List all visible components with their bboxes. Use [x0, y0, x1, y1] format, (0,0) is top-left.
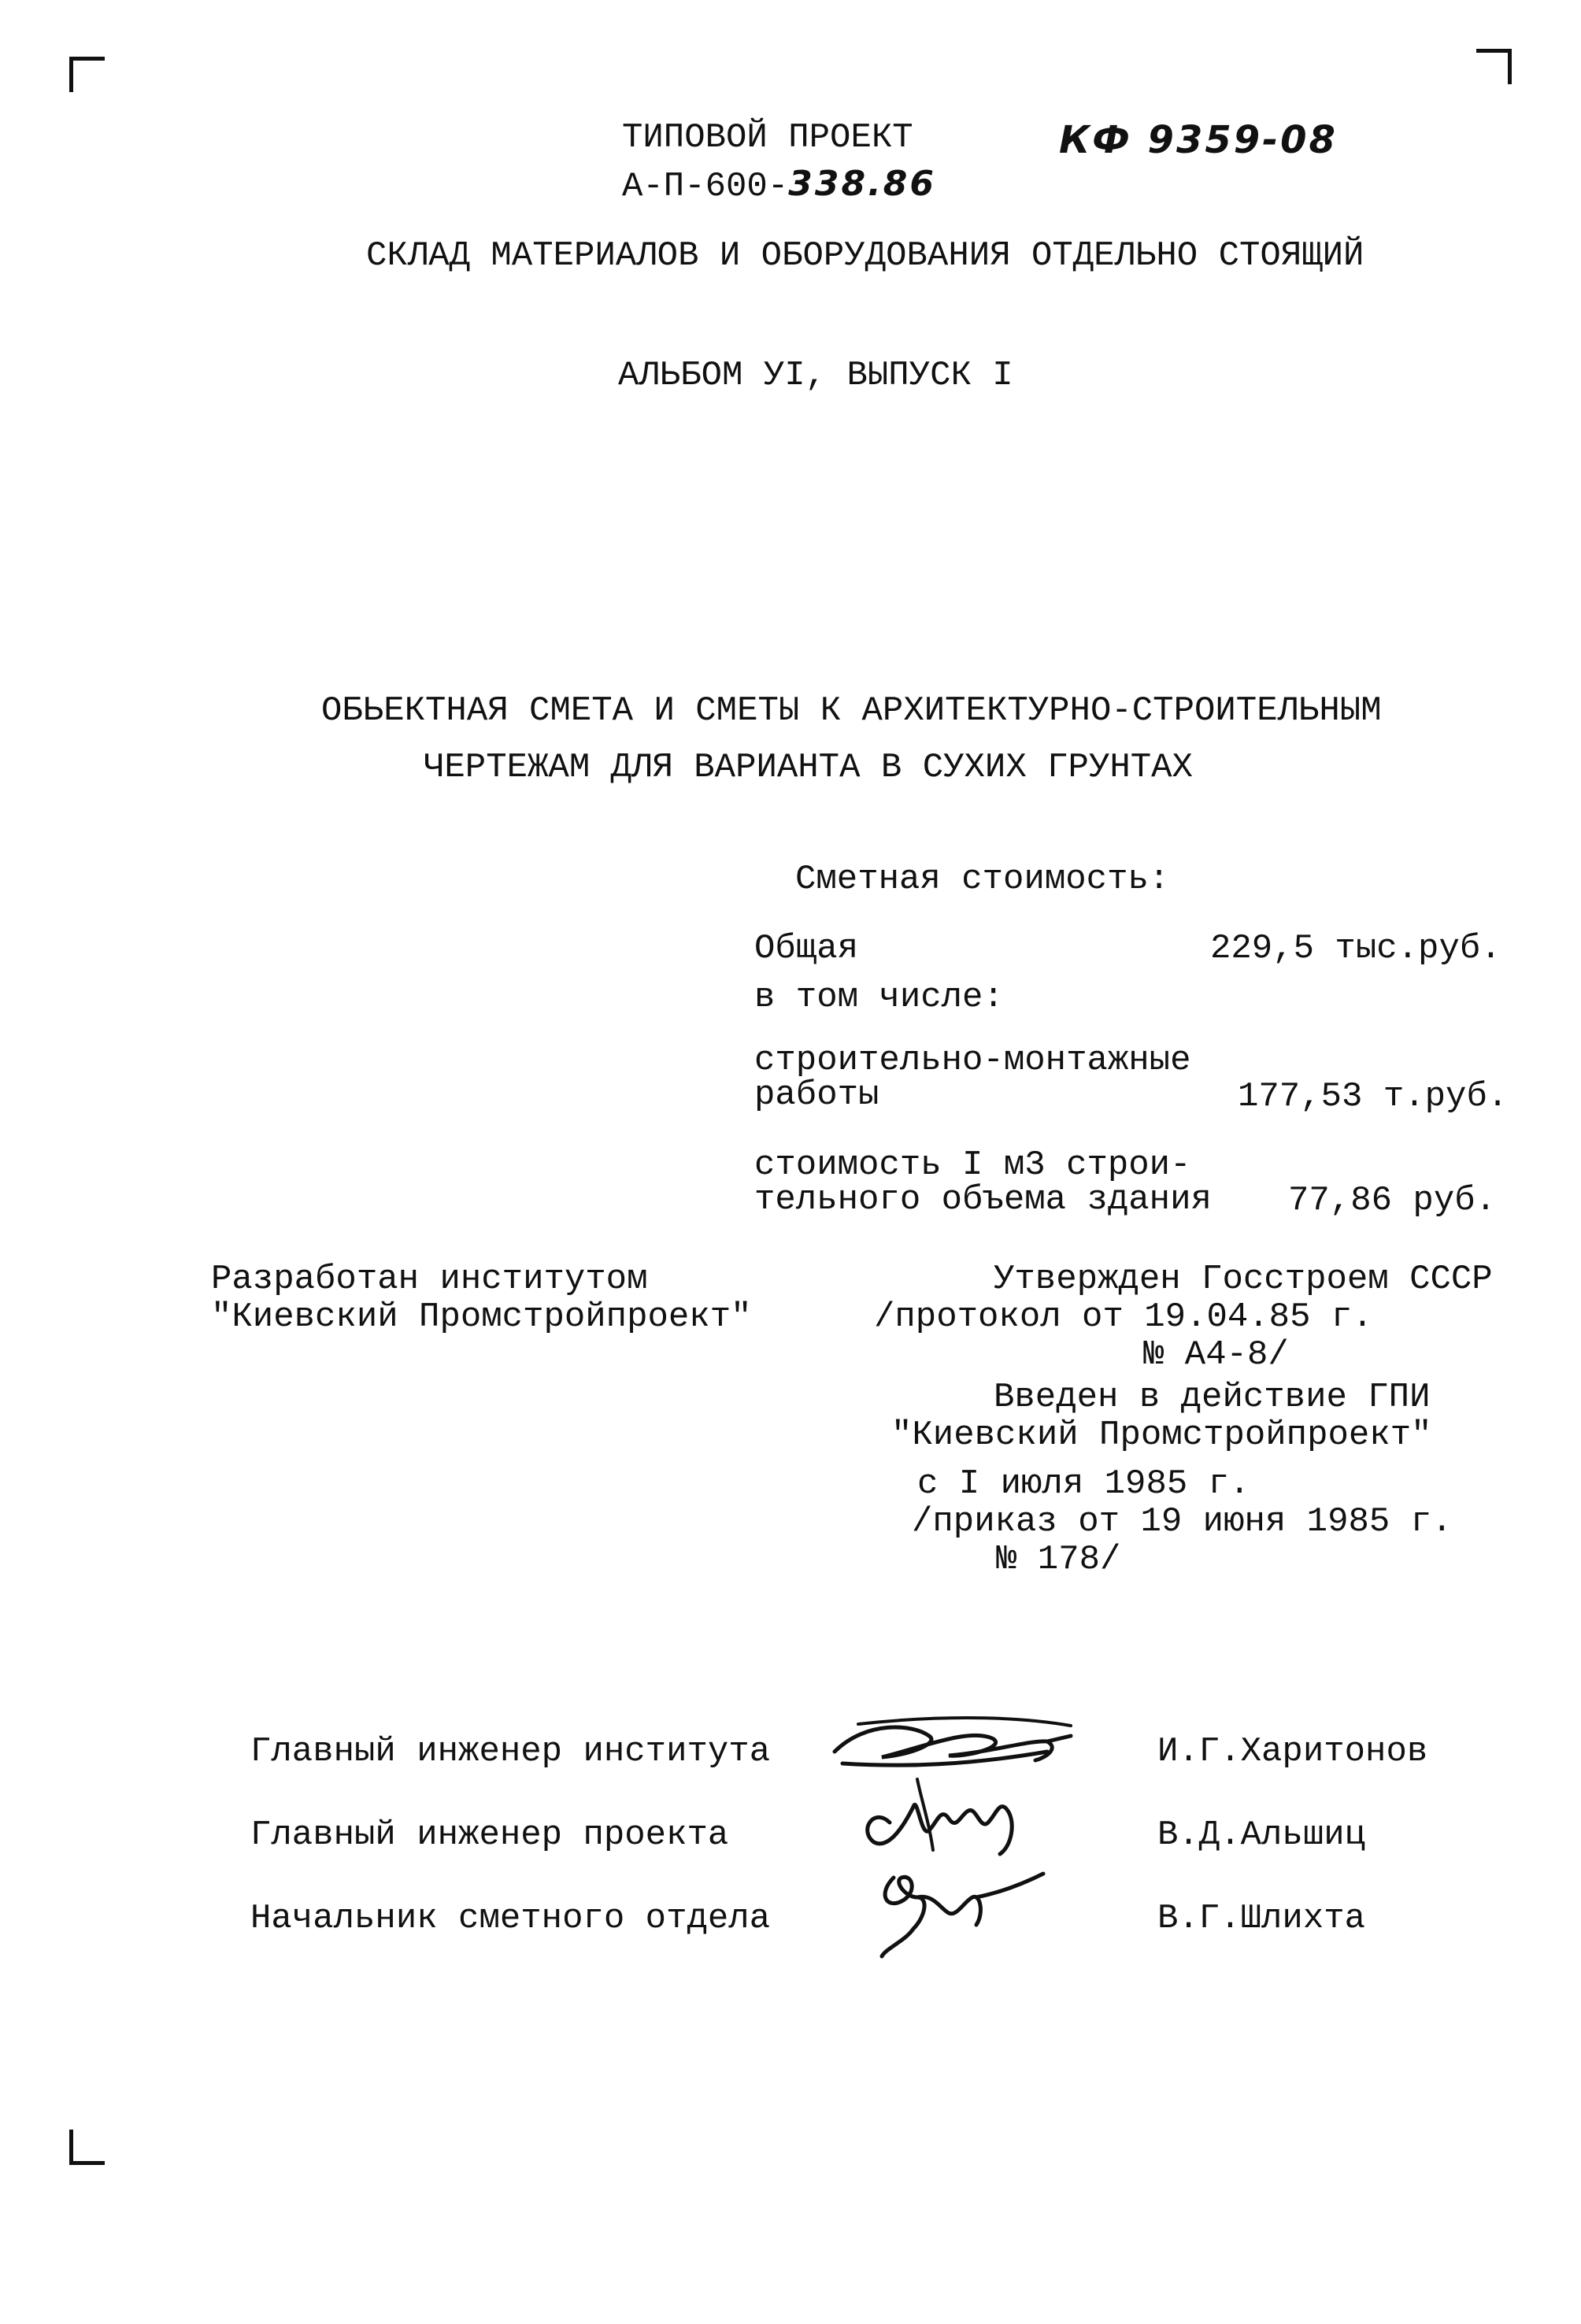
- signatory-role-3: Начальник сметного отдела: [250, 1899, 771, 1938]
- developer-name: "Киевский Промстройпроект": [211, 1297, 752, 1337]
- project-type: ТИПОВОЙ ПРОЕКТ: [622, 118, 913, 157]
- signatory-role-1: Главный инженер института: [250, 1732, 771, 1771]
- subject-line-2: ЧЕРТЕЖАМ ДЛЯ ВАРИАНТА В СУХИХ ГРУНТАХ: [424, 748, 1193, 787]
- album-label: АЛЬБОМ УI, ВЫПУСК I: [618, 356, 1013, 395]
- approval-line-3: № А4-8/: [1143, 1335, 1289, 1375]
- crop-mark-bottom-left: [69, 2130, 105, 2165]
- approval-line-1: Утвержден Госстроем СССР: [994, 1260, 1493, 1299]
- signatory-name-2: В.Д.Альшиц: [1157, 1815, 1366, 1855]
- total-cost-label: Общая: [754, 929, 859, 968]
- construction-cost-label: строительно-монтажные работы: [754, 1041, 1191, 1115]
- developer-label: Разработан институтом: [211, 1260, 648, 1299]
- document-title: СКЛАД МАТЕРИАЛОВ И ОБОРУДОВАНИЯ ОТДЕЛЬНО СТОЯЩИЙ: [366, 236, 1364, 276]
- construction-cost-value: 177,53 т.руб.: [1238, 1077, 1509, 1116]
- enacted-date-1: с I июля 1985 г.: [917, 1464, 1250, 1504]
- enacted-line-1: Введен в действие ГПИ: [994, 1378, 1431, 1417]
- subject-line-1: ОБЬЕКТНАЯ СМЕТА И СМЕТЫ К АРХИТЕКТУРНО-СТРОИТЕЛЬНЫМ: [321, 691, 1382, 731]
- including-label: в том числе:: [754, 978, 1004, 1017]
- enacted-date-2: /приказ от 19 июня 1985 г.: [912, 1502, 1453, 1541]
- approval-line-2: /протокол от 19.04.85 г.: [874, 1297, 1373, 1337]
- signature-shlikhta: [839, 1854, 1075, 1964]
- enacted-line-2: "Киевский Промстройпроект": [891, 1415, 1432, 1455]
- signatory-role-2: Главный инженер проекта: [250, 1815, 729, 1855]
- enacted-date-3: № 178/: [996, 1540, 1121, 1579]
- doc-code-handwritten: КФ 9359-08: [1059, 118, 1338, 162]
- project-number-handwritten: 338.86: [788, 164, 937, 204]
- cost-heading: Сметная стоимость:: [795, 860, 1170, 899]
- crop-mark-top-left: [69, 57, 105, 92]
- total-cost-value: 229,5 тыс.руб.: [1210, 929, 1501, 968]
- signatory-name-1: И.Г.Харитонов: [1157, 1732, 1428, 1771]
- unit-cost-value: 77,86 руб.: [1288, 1181, 1497, 1220]
- project-number-printed: А-П-600-: [622, 167, 789, 206]
- crop-mark-top-right: [1476, 49, 1512, 84]
- signatory-name-3: В.Г.Шлихта: [1157, 1899, 1366, 1938]
- unit-cost-label: стоимость I м3 строи- тельного объема здания: [754, 1145, 1212, 1219]
- project-number: [622, 164, 936, 206]
